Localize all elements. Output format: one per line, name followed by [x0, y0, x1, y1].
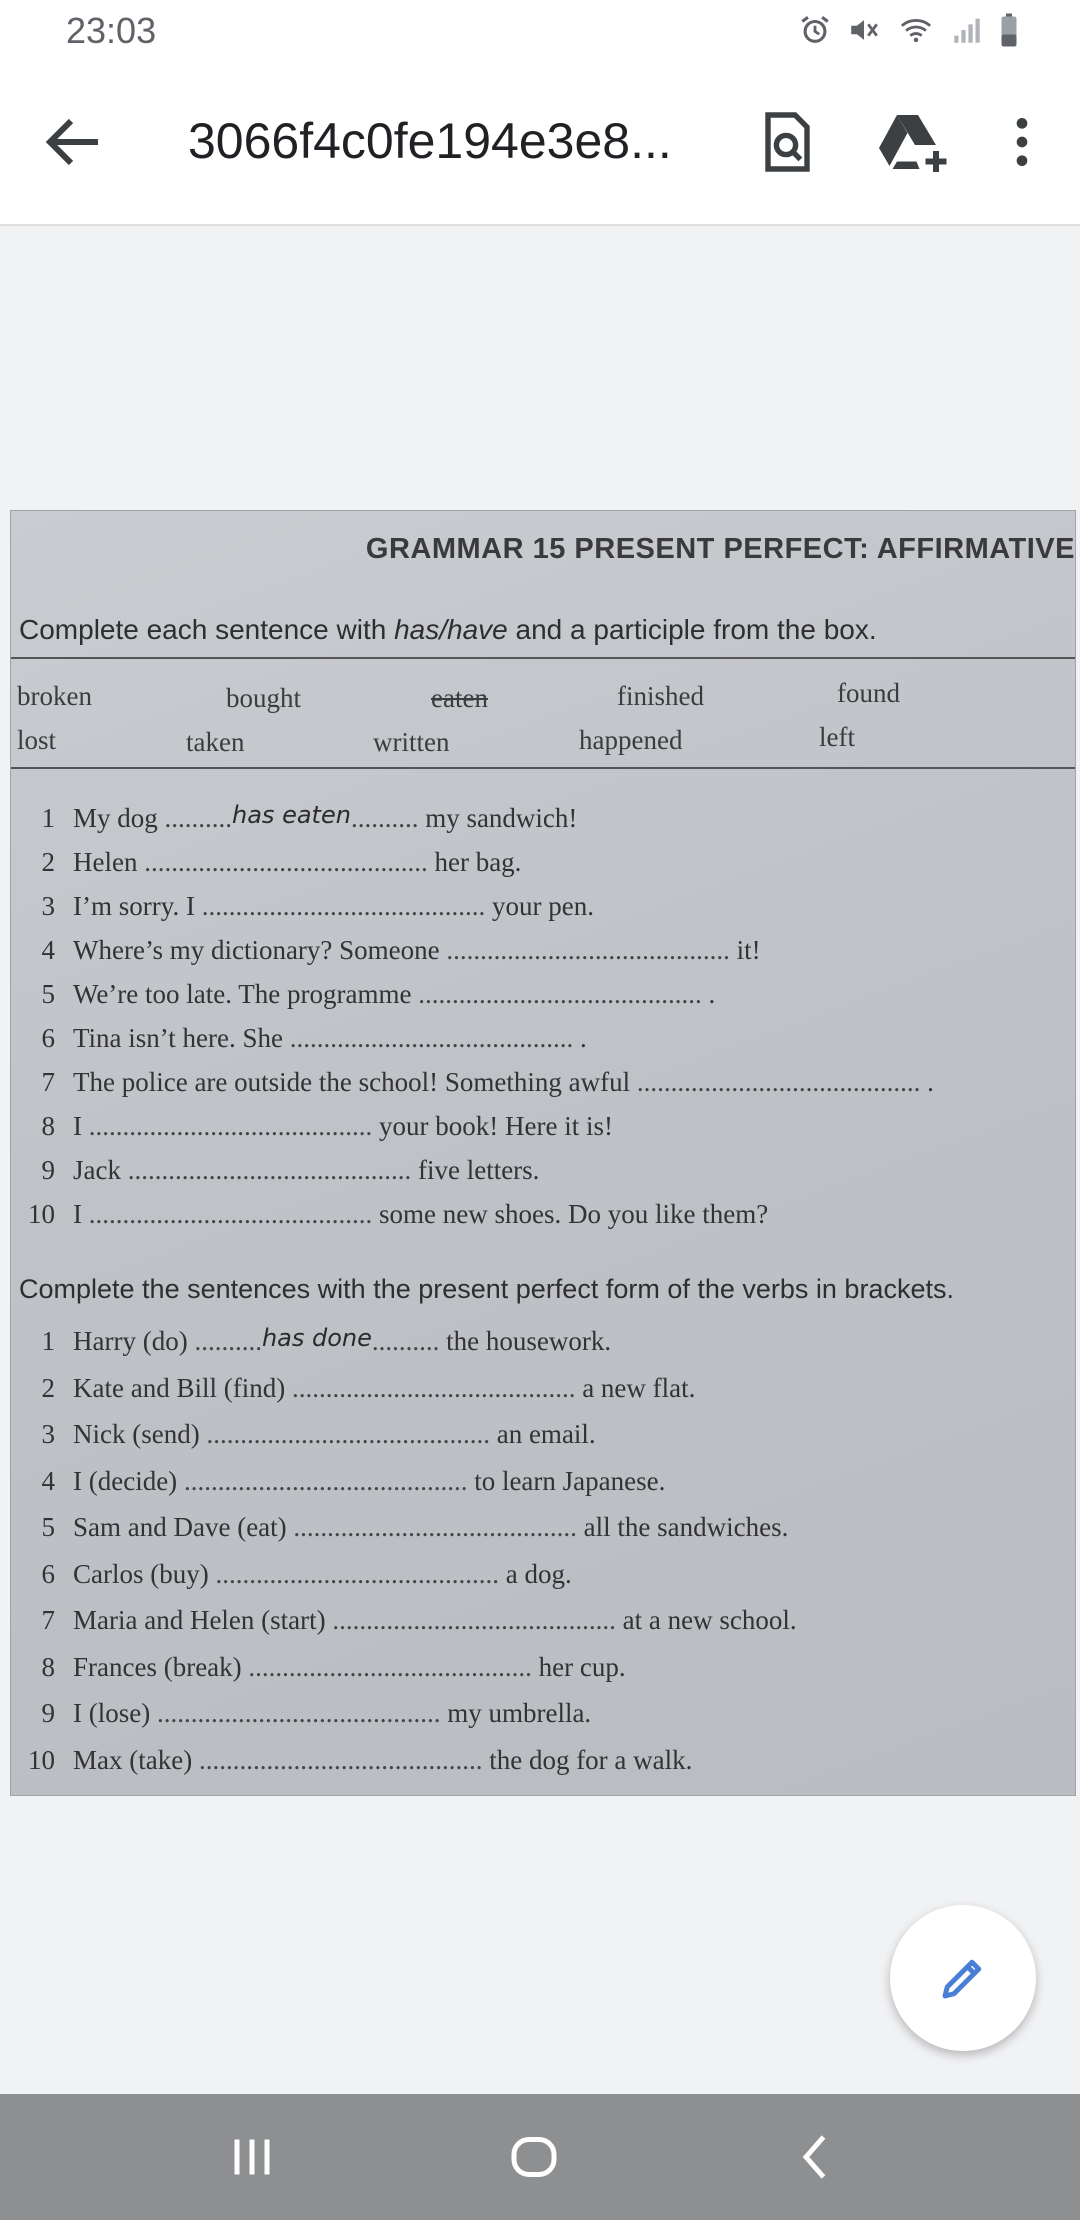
box-word: found	[837, 678, 900, 708]
item-text	[73, 891, 594, 922]
item-prefix: Tina isn’t here. She	[73, 1023, 290, 1053]
item-prefix: Harry (do)	[73, 1326, 195, 1356]
handwritten-answer: has done	[261, 1324, 372, 1352]
box-word: finished	[617, 681, 704, 711]
item-suffix: her bag.	[427, 847, 522, 877]
answer-blank: ..........................................	[446, 935, 730, 965]
box-bottom-rule	[11, 767, 1075, 769]
item-number: 10	[28, 1199, 55, 1229]
item-text	[73, 1419, 596, 1450]
answer-blank: ..........................................	[248, 1651, 532, 1682]
box-word: left	[819, 722, 855, 752]
item-suffix: the dog for a walk.	[482, 1744, 693, 1775]
answer-blank: ..........................................	[88, 1111, 373, 1141]
item-suffix: all the sandwiches.	[576, 1512, 789, 1542]
box-word: bought	[226, 683, 302, 713]
item-prefix: Max (take)	[73, 1744, 199, 1775]
item-number: 5	[41, 979, 55, 1009]
box-word-struck: eaten	[431, 683, 488, 713]
document-title: 3066f4c0fe194e3e8...	[188, 113, 672, 169]
answer-blank: ..........................................	[156, 1698, 441, 1728]
answer-blank: ..........................................	[183, 1465, 468, 1496]
item-number: 8	[41, 1651, 55, 1682]
item-prefix: The police are outside the school! Something awful	[73, 1067, 637, 1097]
exercise1-item	[11, 1199, 1075, 1239]
status-icons	[798, 12, 1020, 48]
item-number: 3	[41, 891, 55, 921]
exercise2-item	[11, 1698, 1075, 1738]
answer-blank: ..........................................	[127, 1155, 412, 1185]
answer-blank: ..........................................	[289, 1023, 574, 1053]
item-number: 9	[41, 1698, 55, 1728]
recents-icon	[222, 2127, 282, 2187]
item-prefix: Kate and Bill (find)	[73, 1372, 292, 1403]
item-number: 2	[41, 847, 55, 877]
answer-blank: ..........................................	[418, 979, 702, 1009]
item-text	[73, 1326, 611, 1357]
more-vert-icon	[990, 106, 1054, 178]
home-icon	[504, 2127, 564, 2187]
item-text	[73, 1559, 572, 1590]
item-suffix: your pen.	[485, 891, 594, 921]
instr-post: and a participle from the box.	[507, 614, 877, 645]
worksheet-image	[10, 510, 1076, 1796]
item-number: 4	[41, 935, 55, 965]
status-time: 23:03	[66, 10, 157, 51]
item-suffix: .	[920, 1067, 934, 1097]
item-prefix: Carlos (buy)	[73, 1558, 216, 1589]
item-suffix: your book! Here it is!	[372, 1111, 613, 1141]
item-suffix: .	[701, 979, 716, 1009]
item-prefix: Jack	[73, 1155, 128, 1185]
item-suffix: to learn Japanese.	[467, 1465, 666, 1496]
item-prefix: Maria and Helen (start)	[73, 1605, 333, 1635]
exercise1-item	[11, 1155, 1075, 1195]
wifi-icon	[896, 13, 936, 47]
item-text	[73, 1155, 539, 1186]
back-button[interactable]	[38, 106, 110, 178]
item-prefix: Helen	[73, 847, 145, 877]
exercise2-item	[11, 1373, 1075, 1413]
item-number: 9	[41, 1155, 55, 1185]
box-top-rule	[11, 657, 1075, 659]
item-prefix: I (lose)	[73, 1698, 157, 1728]
exercise2-item	[11, 1745, 1075, 1785]
exercise1-item	[11, 891, 1075, 931]
nav-back-button[interactable]	[786, 2127, 846, 2187]
exercise2-item	[11, 1652, 1075, 1692]
answer-blank: ..........................................	[198, 1744, 483, 1775]
battery-icon	[998, 12, 1020, 48]
item-number: 1	[41, 803, 55, 833]
exercise2-item	[11, 1419, 1075, 1459]
mute-icon	[846, 13, 882, 47]
item-prefix: Sam and Dave (eat)	[73, 1512, 294, 1542]
item-prefix: We’re too late. The programme	[73, 979, 419, 1009]
answer-blank: ..........................................	[291, 1372, 576, 1403]
lens-search-icon	[750, 106, 822, 178]
handwritten-answer: has eaten	[232, 801, 351, 829]
arrow-back-icon	[38, 106, 110, 178]
item-text	[73, 1512, 788, 1543]
item-text	[73, 1067, 934, 1098]
item-suffix: my sandwich!	[418, 803, 578, 833]
answer-blank: ..........................................	[144, 847, 428, 877]
answer-blank: ..........................................	[88, 1199, 373, 1229]
answer-blank: ..........................................	[332, 1605, 616, 1635]
item-suffix: .	[573, 1023, 587, 1053]
item-text	[73, 1745, 692, 1776]
item-suffix: at a new school.	[615, 1605, 797, 1635]
item-prefix: I	[73, 1199, 89, 1229]
item-number: 5	[41, 1512, 55, 1542]
exercise1-item	[11, 979, 1075, 1019]
item-prefix: My dog	[73, 803, 165, 833]
item-prefix: I’m sorry. I	[73, 891, 202, 921]
item-prefix: Nick (send)	[73, 1419, 207, 1449]
item-suffix: a new flat.	[575, 1372, 696, 1403]
instr-em: has/have	[394, 614, 508, 645]
item-prefix: I	[73, 1111, 89, 1141]
exercise1-item	[11, 935, 1075, 975]
item-number: 2	[41, 1372, 55, 1403]
recents-button[interactable]	[222, 2127, 282, 2187]
more-options-button[interactable]	[990, 106, 1054, 178]
item-number: 4	[41, 1465, 55, 1496]
exercise1-item	[11, 1023, 1075, 1063]
box-word: happened	[579, 725, 683, 755]
answer-blank: ..........................................	[215, 1558, 499, 1589]
item-prefix: Where’s my dictionary? Someone	[73, 935, 447, 965]
item-text	[73, 1605, 797, 1636]
item-number: 10	[28, 1744, 55, 1775]
edit-fab-button[interactable]	[890, 1905, 1036, 2051]
item-number: 1	[41, 1326, 55, 1356]
item-suffix: some new shoes. Do you like them?	[372, 1199, 769, 1229]
item-suffix: an email.	[489, 1419, 596, 1449]
item-text	[73, 1466, 665, 1497]
exercise1-instruction	[19, 614, 877, 646]
exercise2-item	[11, 1466, 1075, 1506]
answer-blank: ..........has done..........	[194, 1324, 440, 1356]
exercise2-item	[11, 1512, 1075, 1552]
item-prefix: I (decide)	[73, 1465, 184, 1496]
box-word: broken	[17, 681, 92, 711]
item-number: 7	[41, 1067, 55, 1097]
chevron-left-icon	[786, 2127, 846, 2187]
item-number: 3	[41, 1419, 55, 1449]
exercise1-item	[11, 847, 1075, 887]
answer-blank: ..........................................	[206, 1419, 490, 1449]
pencil-icon	[936, 1951, 990, 2005]
item-text	[73, 935, 761, 966]
item-suffix: it!	[729, 935, 761, 965]
answer-blank: ..........has eaten..........	[164, 801, 419, 833]
item-suffix: five letters.	[411, 1155, 540, 1185]
item-number: 8	[41, 1111, 55, 1141]
exercise2-item	[11, 1605, 1075, 1645]
exercise2-item	[11, 1326, 1075, 1366]
answer-blank: ..........................................	[201, 891, 486, 921]
item-text	[73, 1199, 768, 1230]
add-to-drive-button[interactable]	[872, 106, 952, 178]
answer-blank: ..........................................	[636, 1067, 921, 1097]
exercise1-item	[11, 1111, 1075, 1151]
item-text	[73, 1023, 587, 1054]
item-number: 7	[41, 1605, 55, 1635]
item-text	[73, 803, 577, 834]
box-word: written	[373, 727, 450, 757]
app-bar	[0, 66, 1080, 226]
item-prefix: Frances (break)	[73, 1651, 249, 1682]
status-bar	[0, 0, 1080, 66]
item-text	[73, 979, 715, 1010]
home-button[interactable]	[504, 2127, 564, 2187]
exercise2-instruction: Complete the sentences with the present perfect form of the verbs in brackets.	[19, 1274, 954, 1304]
item-suffix: the housework.	[439, 1326, 612, 1356]
item-text	[73, 1698, 591, 1729]
sheet-heading: GRAMMAR 15 PRESENT PERFECT: AFFIRMATIVE	[365, 533, 1075, 565]
alarm-icon	[798, 13, 832, 47]
answer-blank: ..........................................	[293, 1512, 577, 1542]
signal-icon	[950, 13, 984, 47]
item-number: 6	[41, 1558, 55, 1589]
instr-pre: Complete each sentence with	[19, 614, 395, 645]
item-text	[73, 847, 521, 878]
exercise1-item	[11, 1067, 1075, 1107]
item-suffix: my umbrella.	[440, 1698, 592, 1728]
box-word: taken	[186, 727, 245, 757]
exercise1-item	[11, 803, 1075, 843]
exercise2-item	[11, 1559, 1075, 1599]
box-word: lost	[17, 725, 57, 755]
item-text	[73, 1652, 626, 1683]
item-text	[73, 1373, 695, 1404]
navigation-bar	[0, 2094, 1080, 2220]
item-number: 6	[41, 1023, 55, 1053]
item-suffix: a dog.	[498, 1558, 572, 1589]
item-suffix: her cup.	[531, 1651, 626, 1682]
drive-add-icon	[872, 106, 952, 178]
item-text	[73, 1111, 613, 1142]
lens-button[interactable]	[750, 106, 822, 178]
